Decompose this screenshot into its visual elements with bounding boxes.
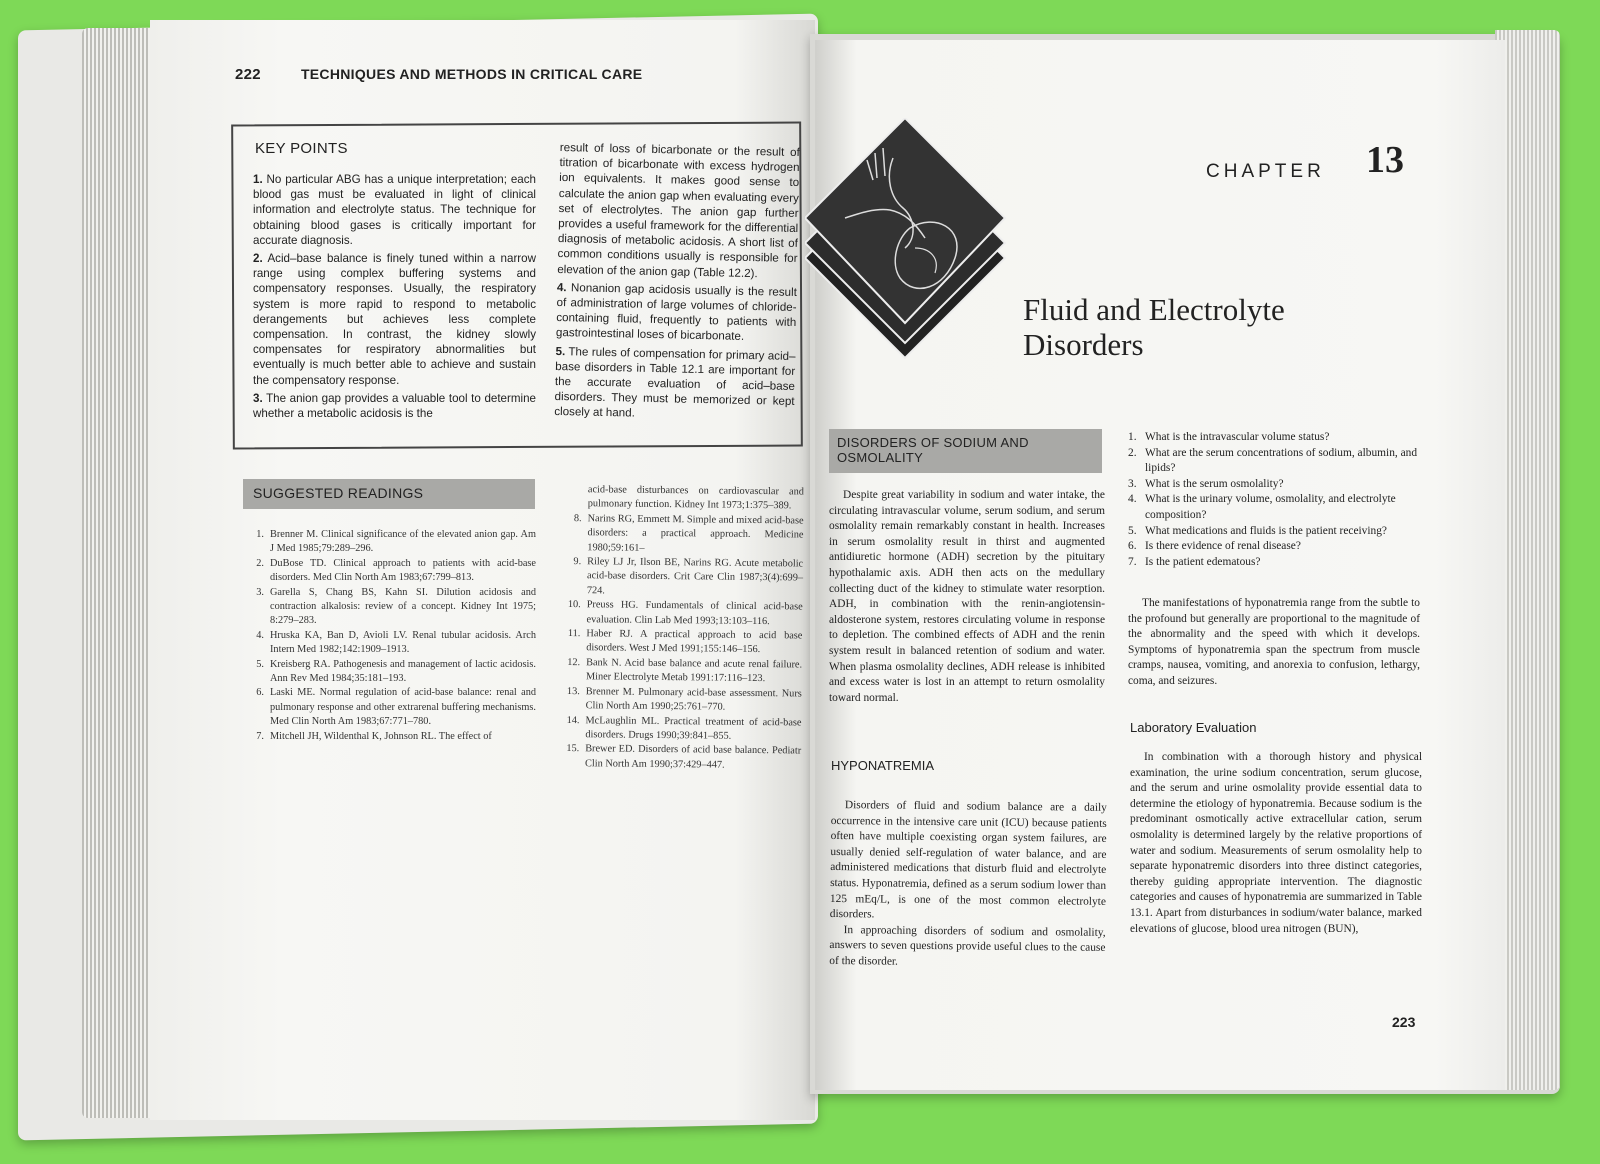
reference-item: 6. Laski ME. Normal regulation of acid-base balance: renal and pulmonary response and other extrarenal buffering mechanisms. Med Clin North Am 1983;67:771–780. <box>256 687 536 728</box>
chapter-title-line-2: Disorders <box>1023 327 1144 362</box>
running-head-title: TECHNIQUES AND METHODS IN CRITICAL CARE <box>300 66 643 82</box>
reference-item: 9. Riley LJ Jr, Ilson BE, Narins RG. Acute metabolic acid-base disorders. Crit Care Clin 1987;3(4):699–724. <box>573 556 804 597</box>
references-column-2 <box>563 483 804 774</box>
reference-item: 4. Hruska KA, Ban D, Avioli LV. Renal tubular acidosis. Arch Intern Med 1982;142:1909–1913. <box>256 629 536 656</box>
right-page-number: 223 <box>1392 1014 1416 1030</box>
seven-questions-list <box>1128 430 1420 570</box>
question-item: 4. What is the urinary volume, osmolality, and electrolyte composition? <box>1128 493 1396 521</box>
question-item: 3. What is the serum osmolality? <box>1128 477 1284 490</box>
references-column-1 <box>248 528 536 744</box>
hyponatremia-paragraphs <box>829 798 1107 972</box>
reference-item: 11. Haber RJ. A practical approach to acid base disorders. West J Med 1991;155:146–156. <box>567 628 803 656</box>
sodium-paragraph <box>829 488 1105 706</box>
chapter-label: CHAPTER <box>1206 161 1325 182</box>
chapter-number: 13 <box>1366 139 1404 181</box>
reference-item: 13. Brenner M. Pulmonary acid-base assessment. Nurs Clin North Am 1990;25:761–770. <box>566 685 802 713</box>
lab-text: In combination with a thorough history and physical examination, the urine sodium concentration, serum glucose, and the serum and urine osmolality provide essential data to determine the etiology of hyponatremia. Because sodium is the predominant osmotically active extracellular cation, serum osmolality is determined largely by the relative proportions of water and sodium. Measurements of serum osmolality help to separate hyponatremic disorders into three distinct categories, thereby guiding appropriate intervention. The diagnostic categories and causes of hyponatremia are summarized in Table 13.1. Apart from disturbances in sodium/water balance, marked elevations of glucose, blood urea nitrogen (BUN), <box>1130 751 1422 935</box>
question-item: 2. What are the serum concentrations of sodium, albumin, and lipids? <box>1128 446 1418 475</box>
reference-item: 8. Narins RG, Emmett M. Simple and mixed acid-base disorders: a practical approach. Medicine 1980;59:161– <box>573 512 804 554</box>
key-point-2: 2. Acid–base balance is finely tuned within a narrow range using complex buffering systems and compensatory responses. Usually, the respiratory system is more rapid to respond to metabolic derangements but achieves less complete compensation. In contrast, the kidney slowly compensates for respiratory abnormalities but eventually is much better able to achieve and sustain the compensatory response. <box>253 252 536 387</box>
chapter-title <box>1023 292 1443 362</box>
chapter-title-line-1: Fluid and Electrolyte <box>1023 292 1285 327</box>
manifest-text: The manifestations of hyponatremia range from the subtle to the profound but generally are proportional to the magnitude of the abnormality and the speed with which it develops. Symptoms of hyponatremia span the spectrum from muscle cramps, nausea, vomiting, and anorexia to confusion, lethargy, coma, and seizures. <box>1128 597 1420 687</box>
reference-item: 3. Garella S, Chang BS, Kahn SI. Dilution acidosis and contraction alkalosis: review of a concept. Kidney Int 1975; 8:279–283. <box>256 586 536 627</box>
reference-item: 5. Kreisberg RA. Pathogenesis and management of lactic acidosis. Ann Rev Med 1984;35:181–193. <box>256 658 536 685</box>
question-item: 5. What medications and fluids is the patient receiving? <box>1128 524 1387 537</box>
reference-item: 12. Bank N. Acid base balance and acute renal failure. Miner Electrolyte Metab 1991:17:116–123. <box>567 656 803 685</box>
running-head <box>235 66 642 83</box>
subhead-hyponatremia: HYPONATREMIA <box>831 758 935 773</box>
hypo-text-1: Disorders of fluid and sodium balance are a daily occurrence in the intensive care unit (ICU) because patients often have multiple coexisting organ system failures, are usually denied self-regulation of water balance, and are administered medications that disturb fluid and electrolyte status. Hyponatremia, defined as a serum sodium lower than 125 mEq/L, is one of the most common electrolyte disorders. <box>829 799 1107 921</box>
manifestations-paragraph <box>1128 596 1420 690</box>
hypo-text-2: In approaching disorders of sodium and osmolality, answers to seven questions provide useful clues to the cause of the disorder. <box>829 923 1106 968</box>
key-points-column-1 <box>253 172 536 424</box>
question-item: 1. What is the intravascular volume status? <box>1128 431 1330 443</box>
chapter-heart-diamond-icon <box>805 118 1015 368</box>
key-points-column-2 <box>554 140 800 428</box>
key-point-3: 3. The anion gap provides a valuable tool to determine whether a metabolic acidosis is the <box>253 391 536 421</box>
reference-item: acid-base disturbances on cardiovascular and pulmonary function. Kidney Int 1973;1:375–389. <box>587 484 804 512</box>
reference-item: 7. Mitchell JH, Wildenthal K, Johnson RL. The effect of <box>256 730 492 742</box>
left-page-number: 222 <box>235 66 261 83</box>
suggested-readings-heading: SUGGESTED READINGS <box>243 479 535 509</box>
reference-item: 2. DuBose TD. Clinical approach to patients with acid-base disorders. Med Clin North Am 1983;67:799–813. <box>256 557 536 584</box>
key-points-title: KEY POINTS <box>255 140 348 157</box>
reference-item: 15. Brewer ED. Disorders of acid base balance. Pediatr Clin North Am 1990;37:429–447. <box>566 743 802 771</box>
question-item: 6. Is there evidence of renal disease? <box>1128 540 1301 553</box>
reference-item: 1. Brenner M. Clinical significance of the elevated anion gap. Am J Med 1985;79:289–296. <box>256 529 536 555</box>
key-point-1: 1. No particular ABG has a unique interpretation; each blood gas must be evaluated in light of clinical information and electrolyte status. The technique for obtaining blood gases is critically important for accurate diagnosis. <box>253 173 536 247</box>
sodium-text: Despite great variability in sodium and water intake, the circulating intravascular volume, serum sodium, and serum osmolality remain remarkably constant in health. Increases in serum osmolality result in thirst and augmented antidiuretic hormone (ADH) secretion by the pituitary hypothalamic axis. ADH then acts on the medullary collecting duct of the kidney to stimulate water resorption. ADH, in combination with the renin-angiotensin-aldosterone system, restores circulating volume in response to depletion. The combined effects of ADH and the renin system result in balanced retention of sodium and water. When plasma osmolality declines, ADH release is inhibited and excess water is lost in an attempt to return osmolality toward normal. <box>829 489 1105 704</box>
key-point-4: 4. Nonanion gap acidosis usually is the result of administration of large volumes of chloride-containing fluid, frequently to patients with gastrointestinal loses of bicarbonate. <box>555 280 797 344</box>
reference-item: 10. Preuss HG. Fundamentals of clinical acid-base evaluation. Clin Lab Med 1993;13:103–116. <box>567 599 803 627</box>
key-point-3-cont: result of loss of bicarbonate or the result of titration of bicarbonate with excess hydrogen ion equivalents. It makes good sense to calculate the anion gap when evaluating every set of electrolytes. The anion gap further provides a useful framework for the differential diagnosis of metabolic acidosis. A short list of common conditions usually is responsible for elevation of the anion gap (Table 12.2). <box>557 140 800 280</box>
key-point-5: 5. The rules of compensation for primary acid–base disorders in Table 12.1 are important for the accurate evaluation of acid–base disorders. They must be memorized or kept closely at hand. <box>554 344 796 421</box>
section-heading-sodium: DISORDERS OF SODIUM AND OSMOLALITY <box>829 429 1102 473</box>
laboratory-paragraph <box>1130 750 1422 937</box>
subhead-laboratory-evaluation: Laboratory Evaluation <box>1130 720 1257 735</box>
question-item: 7. Is the patient edematous? <box>1128 555 1261 568</box>
reference-item: 14. McLaughlin ML. Practical treatment of acid-base disorders. Drugs 1990;39:841–855. <box>566 714 802 742</box>
